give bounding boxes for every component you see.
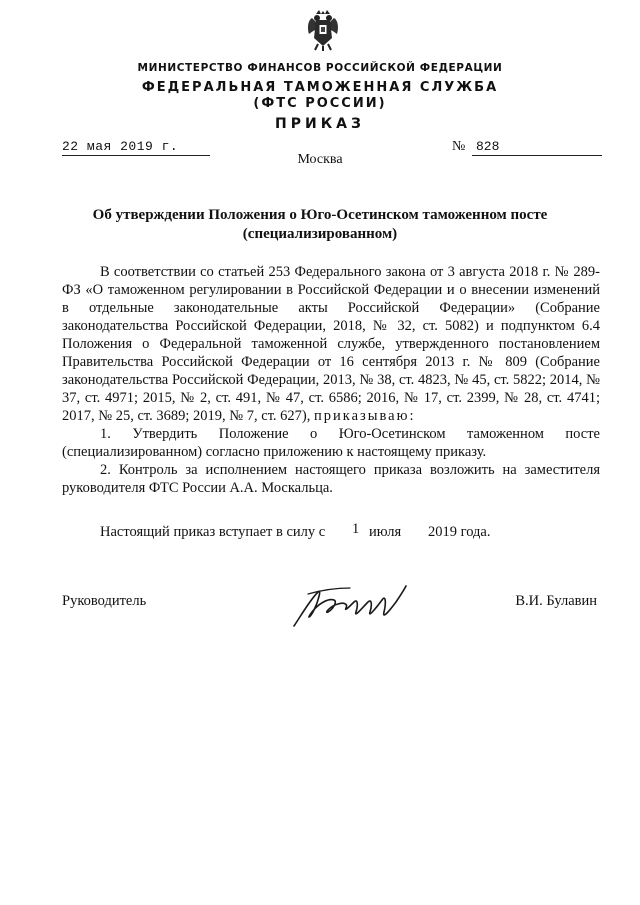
order-word: приказываю: [314, 408, 416, 424]
coat-of-arms-icon [306, 8, 340, 52]
order-number: 828 [472, 139, 602, 156]
order-item-1: 1. Утвердить Положение о Юго-Осетинском таможенном посте (специализированном) согласно приложению к настоящему приказу. [62, 426, 600, 460]
signer-name: В.И. Булавин [515, 593, 597, 609]
order-item-2: 2. Контроль за исполнением настоящего приказа возложить на заместителя руководителя ФТС России А.А. Москальца. [62, 462, 600, 496]
preamble-paragraph [62, 263, 600, 425]
city: Москва [297, 152, 343, 167]
order-date: 22 мая 2019 г. [62, 139, 210, 156]
subject-line: (специализированном) [242, 226, 398, 242]
service-name [0, 80, 640, 112]
subject-line: Об утверждении Положения о Юго-Осетинском таможенном посте [92, 207, 548, 223]
effective-day: 1 [352, 521, 360, 537]
effective-date-text: Настоящий приказ вступает в силу с [100, 524, 326, 540]
preamble-text: В соответствии со статьей 253 Федерального закона от 3 августа 2018 г. № 289-ФЗ «О таможенном регулировании в Российской Федерации и о внесении изменений в отдельные законодательные акты Российской Федерации» (Собрание законодательства Российской Федерации, 2018, № 32, ст. 5082) и подпунктом 6.4 Положения о Федеральной таможенной службе, утвержденного постановлением Правительства Российской Федерации от 16 сентября 2013 г. № 809 (Собрание законодательства Российской Федерации, 2013, № 38, ст. 4823, № 45, ст. 5822; 2014, № 37, ст. 4971; 2015, № 2, ст. 491, № 47, ст. 6586; 2016, № 17, ст. 2399, № 28, ст. 4741; 2017, № 25, ст. 3689; 2019, № 7, ст. 627), [62, 264, 600, 424]
document-type: ПРИКАЗ [275, 116, 365, 132]
service-abbreviation: (ФТС РОССИИ) [253, 96, 387, 111]
handwritten-signature [288, 580, 416, 632]
order-subject [70, 206, 570, 244]
ministry-name: МИНИСТЕРСТВО ФИНАНСОВ РОССИЙСКОЙ ФЕДЕРАЦИИ [137, 62, 503, 74]
service-name-line: ФЕДЕРАЛЬНАЯ ТАМОЖЕННАЯ СЛУЖБА [141, 80, 499, 95]
order-body [62, 263, 600, 497]
signer-role: Руководитель [62, 593, 147, 609]
effective-month: июля [369, 524, 402, 540]
effective-year: 2019 года. [428, 524, 491, 540]
number-sign: № [452, 139, 466, 154]
